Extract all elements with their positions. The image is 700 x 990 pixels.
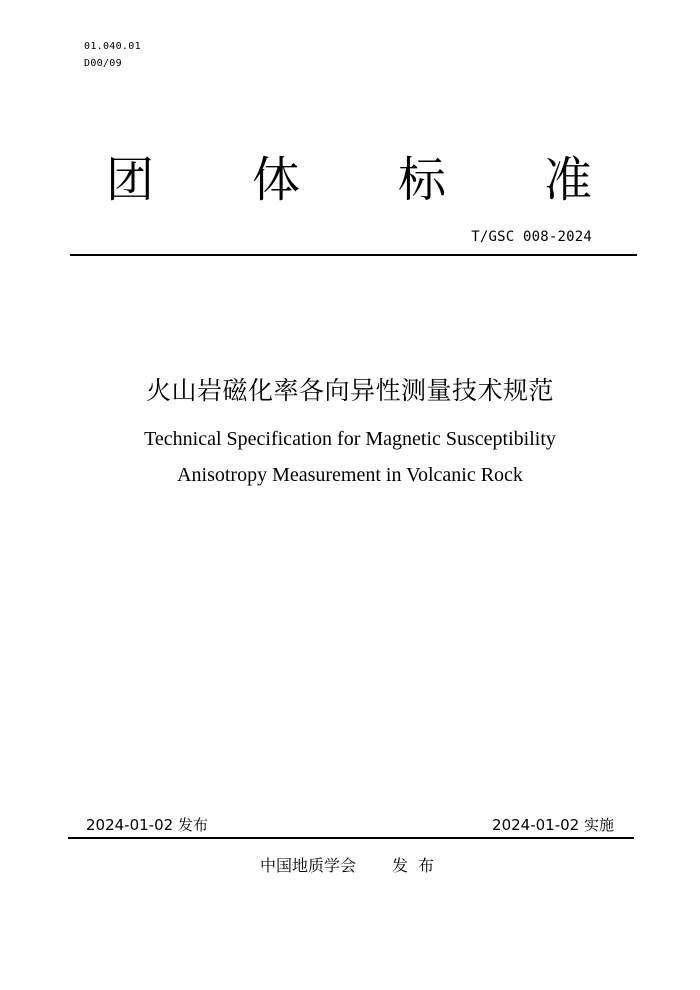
english-title-line-1: Technical Specification for Magnetic Susceptibility (144, 428, 556, 450)
standard-type-char: 团 (106, 152, 155, 208)
implementation-date: 2024-01-02 实施 (492, 816, 614, 834)
standard-type-char: 体 (252, 152, 301, 208)
publish-label: 发布 (392, 856, 445, 875)
standard-type-char: 标 (398, 152, 447, 208)
publisher-name: 中国地质学会 (260, 856, 357, 875)
release-date: 2024-01-02 发布 (86, 816, 208, 834)
bottom-divider (68, 837, 634, 839)
standard-number: T/GSC 008-2024 (471, 229, 592, 245)
ccs-code: D00/09 (84, 58, 122, 69)
chinese-title: 火山岩磁化率各向异性测量技术规范 (145, 376, 554, 405)
english-title-line-2: Anisotropy Measurement in Volcanic Rock (177, 464, 523, 486)
top-divider (70, 254, 637, 256)
standard-type-char: 准 (544, 152, 593, 208)
ics-code: 01.040.01 (84, 41, 141, 52)
classification-codes (84, 38, 141, 72)
standard-type-heading (100, 150, 600, 210)
